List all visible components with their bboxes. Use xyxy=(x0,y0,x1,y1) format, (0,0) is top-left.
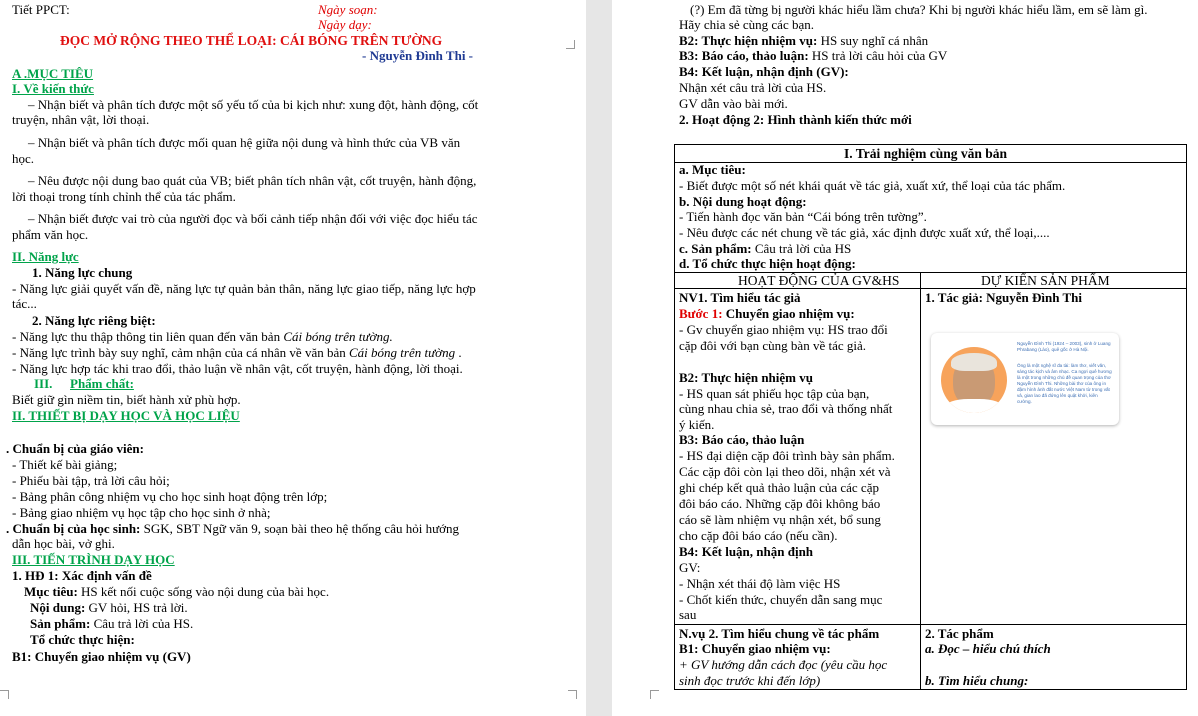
nv1-buoc1: Bước 1: Chuyển giao nhiệm vụ: xyxy=(679,306,855,321)
section-pham-chat: Phẩm chất: xyxy=(70,376,134,391)
d-to-chuc: d. Tổ chức thực hiện hoạt động: xyxy=(679,256,856,271)
b4-line: B4: Kết luận, nhận định (GV): xyxy=(679,64,849,79)
nv1-b2: B2: Thực hiện nhiệm vụ xyxy=(679,370,813,385)
nv1-b3-3: ghi chép kết quả thảo luận của các cặp xyxy=(679,480,879,495)
crop-mark xyxy=(568,690,577,699)
nv1-b4-3: sau xyxy=(679,607,697,622)
crop-mark xyxy=(650,690,659,699)
table-title: I. Trải nghiệm cùng văn bản xyxy=(844,146,1008,161)
tac-gia-heading: 1. Tác giả: Nguyễn Đình Thi xyxy=(925,290,1083,305)
kien-thuc-3b: lời thoại trong tính chỉnh thể của tác phẩm. xyxy=(12,189,236,204)
nv2-title: N.vụ 2. Tìm hiểu chung về tác phẩm xyxy=(679,626,880,641)
doc-hieu-chu-thich: a. Đọc – hiểu chú thích xyxy=(925,641,1051,656)
nv2-b1: B1: Chuyển giao nhiệm vụ: xyxy=(679,641,831,656)
c-san-pham: c. Sản phẩm: Câu trả lời của HS xyxy=(679,241,852,256)
ngay-day: Ngày dạy: xyxy=(318,17,372,32)
chuan-bi-hs-2: dẫn học bài, vở ghi. xyxy=(12,536,115,551)
nv1-b3-4: đôi báo cáo. Những cặp đôi không báo xyxy=(679,496,881,511)
column-header-product: DỰ KIẾN SẢN PHẨM xyxy=(981,273,1110,288)
author-bio-2: Ông là một nghệ sĩ đa tài: làm thơ, viết văn, sáng tác kịch và âm nhạc. Ca ngợi quê hương là một trong những chủ đề quan trọng của thơ Nguyễn Đình Thi. Những bài thơ của ông in đậm hình ảnh đất nước Việt Nam từ trong vất vả, gian lao đã đứng lên quật khởi, kiên cường. xyxy=(1017,363,1112,404)
b2-line: B2: Thực hiện nhiệm vụ: HS suy nghĩ cá nhân xyxy=(679,33,929,48)
kien-thuc-2b: học. xyxy=(12,151,35,166)
tac-pham-heading: 2. Tác phẩm xyxy=(925,626,994,641)
crop-mark xyxy=(566,40,575,49)
author-bio-1: Nguyễn Đình Thi (1924 – 2003), sinh ở Luang Phrabang (Lào), quê gốc ở Hà Nội. xyxy=(1017,341,1111,352)
kien-thuc-1a: – Nhận biết và phân tích được một số yếu tố của bi kịch như: xung đột, hành động, cốt xyxy=(28,97,479,112)
hd1-san-pham: Sản phẩm: Câu trả lời của HS. xyxy=(30,616,194,631)
hd1-b1: B1: Chuyển giao nhiệm vụ (GV) xyxy=(12,649,191,664)
nv1-b3-5: cáo sẽ làm nhiệm vụ nhận xét, bổ sung xyxy=(679,512,881,527)
nv1-b4-0: GV: xyxy=(679,560,701,575)
nv1-gv-b: cặp đôi với bạn cùng bàn về tác giả. xyxy=(679,338,867,353)
hoat-dong-2: 2. Hoạt động 2: Hình thành kiến thức mới xyxy=(679,112,912,127)
table-border xyxy=(674,144,675,690)
tiet-ppct: Tiết PPCT: xyxy=(12,2,70,17)
b-noi-dung-2: - Nêu được các nét chung về tác giả, xác định được xuất xứ, thể loại,.... xyxy=(679,225,1050,240)
pham-chat-1: Biết giữ gìn niềm tin, biết hành xử phù hợp. xyxy=(12,392,241,407)
nv2-b1-1: + GV hướng dẫn cách đọc (yêu cầu học xyxy=(679,657,888,672)
nv1-b3-6: cho cặp đôi báo cáo (nếu cần). xyxy=(679,528,838,543)
table-border xyxy=(1186,144,1187,690)
author-info-card xyxy=(931,333,1119,425)
question-line-1: (?) Em đã từng bị người khác hiểu lầm chưa? Khi bị người khác hiểu lầm, em sẽ làm gì. xyxy=(690,2,1148,17)
b4-item-1: Nhận xét câu trả lời của HS. xyxy=(679,80,827,95)
kien-thuc-2a: – Nhận biết và phân tích được mối quan hệ giữa nội dung và hình thức của VB văn xyxy=(28,135,461,150)
tim-hieu-chung: b. Tìm hiểu chung: xyxy=(925,673,1029,688)
table-border xyxy=(674,624,1187,625)
section-thiet-bi: II. THIẾT BỊ DẠY HỌC VÀ HỌC LIỆU xyxy=(12,408,240,423)
nang-luc-rieng-1: - Năng lực thu thập thông tin liên quan đến văn bản Cái bóng trên tường. xyxy=(12,329,393,344)
nang-luc-rieng: 2. Năng lực riêng biệt: xyxy=(32,313,156,328)
kien-thuc-3a: – Nêu được nội dung bao quát của VB; biết phân tích nhân vật, cốt truyện, hành động, xyxy=(28,173,477,188)
hd1-muc-tieu: Mục tiêu: HS kết nối cuộc sống vào nội dung của bài học. xyxy=(24,584,330,599)
nv1-b4-1: - Nhận xét thái độ làm việc HS xyxy=(679,576,841,591)
b-noi-dung-1: - Tiến hành đọc văn bản “Cái bóng trên tường”. xyxy=(679,209,927,224)
b4-item-2: GV dẫn vào bài mới. xyxy=(679,96,788,111)
b3-line: B3: Báo cáo, thảo luận: HS trả lời câu hỏi của GV xyxy=(679,48,948,63)
doc-author: - Nguyễn Đình Thi - xyxy=(362,48,474,63)
nv1-b4-2: - Chốt kiến thức, chuyển dẫn sang mục xyxy=(679,592,883,607)
gv-item-4: - Bảng giao nhiệm vụ học tập cho học sinh ở nhà; xyxy=(12,505,271,520)
a-muc-tieu-1: - Biết được một số nét khái quát về tác giả, xuất xứ, thể loại của tác phẩm. xyxy=(679,178,1066,193)
nv1-gv-a: - Gv chuyển giao nhiệm vụ: HS trao đổi xyxy=(679,322,888,337)
kien-thuc-1b: truyện, nhân vật, lời thoại. xyxy=(12,112,150,127)
nv1-b2-3: ý kiến. xyxy=(679,417,715,432)
table-border xyxy=(674,162,1187,163)
nv1-b4: B4: Kết luận, nhận định xyxy=(679,544,814,559)
column-header-activity: HOẠT ĐỘNG CỦA GV&HS xyxy=(738,273,900,288)
section-kien-thuc: I. Về kiến thức xyxy=(12,81,94,96)
nv1-b2-1: - HS quan sát phiếu học tập của bạn, xyxy=(679,386,870,401)
question-line-2: Hãy chia sẻ cùng các bạn. xyxy=(679,17,814,32)
chuan-bi-hs: . Chuẩn bị của học sinh: SGK, SBT Ngữ văn 9, soạn bài theo hệ thống câu hỏi hướng xyxy=(6,521,460,536)
section-tien-trinh: III. TIẾN TRÌNH DẠY HỌC xyxy=(12,552,175,567)
section-a-muc-tieu: A .MỤC TIÊU xyxy=(12,66,94,81)
table-border xyxy=(674,144,1187,145)
nang-luc-rieng-2: - Năng lực trình bày suy nghĩ, cảm nhận của cá nhân về văn bản Cái bóng trên tường . xyxy=(12,345,462,360)
b-noi-dung: b. Nội dung hoạt động: xyxy=(679,194,807,209)
kien-thuc-4a: – Nhận biết được vai trò của người đọc và bối cảnh tiếp nhận đối với việc đọc hiểu tác xyxy=(28,211,478,226)
nv1-b3-1: - HS đại diện cặp đôi trình bày sản phẩm. xyxy=(679,448,895,463)
kien-thuc-4b: phẩm văn học. xyxy=(12,227,89,242)
a-muc-tieu: a. Mục tiêu: xyxy=(679,162,746,177)
ngay-soan: Ngày soạn: xyxy=(318,2,378,17)
nv1-b3-2: Các cặp đôi còn lại theo dõi, nhận xét và xyxy=(679,464,891,479)
nang-luc-chung-1: - Năng lực giải quyết vấn đề, năng lực tự quản bản thân, năng lực giao tiếp, năng lực hợp xyxy=(12,281,476,296)
table-border xyxy=(920,272,921,690)
hoat-dong-1: 1. HĐ 1: Xác định vấn đề xyxy=(12,568,152,583)
gv-item-2: - Phiếu bài tập, trả lời câu hỏi; xyxy=(12,473,170,488)
hd1-noi-dung: Nội dung: GV hỏi, HS trả lời. xyxy=(30,600,188,615)
nv1-title: NV1. Tìm hiểu tác giả xyxy=(679,290,801,305)
nang-luc-chung-2: tác... xyxy=(12,296,37,311)
pham-chat-number: III. xyxy=(34,376,53,391)
doc-title: ĐỌC MỞ RỘNG THEO THỂ LOẠI: CÁI BÓNG TRÊN TƯỜNG xyxy=(60,33,443,48)
nv1-b3: B3: Báo cáo, thảo luận xyxy=(679,432,805,447)
page-gap xyxy=(586,0,612,716)
nv2-b1-2: sinh đọc trước khi đến lớp) xyxy=(679,673,821,688)
crop-mark xyxy=(0,690,9,699)
nang-luc-rieng-3: - Năng lực hợp tác khi trao đổi, thảo luận về nhân vật, cốt truyện, hành động, lời thoại. xyxy=(12,361,463,376)
nv1-b2-2: cùng nhau chia sẻ, trao đổi và thống nhất xyxy=(679,401,893,416)
hd1-to-chuc: Tổ chức thực hiện: xyxy=(30,632,135,647)
table-border xyxy=(674,689,1187,690)
chuan-bi-gv: . Chuẩn bị của giáo viên: xyxy=(6,441,144,456)
gv-item-1: - Thiết kế bài giảng; xyxy=(12,457,118,472)
nang-luc-chung: 1. Năng lực chung xyxy=(32,265,133,280)
section-nang-luc: II. Năng lực xyxy=(12,249,79,264)
gv-item-3: - Bảng phân công nhiệm vụ cho học sinh hoạt động trên lớp; xyxy=(12,489,328,504)
author-portrait xyxy=(941,347,1007,413)
